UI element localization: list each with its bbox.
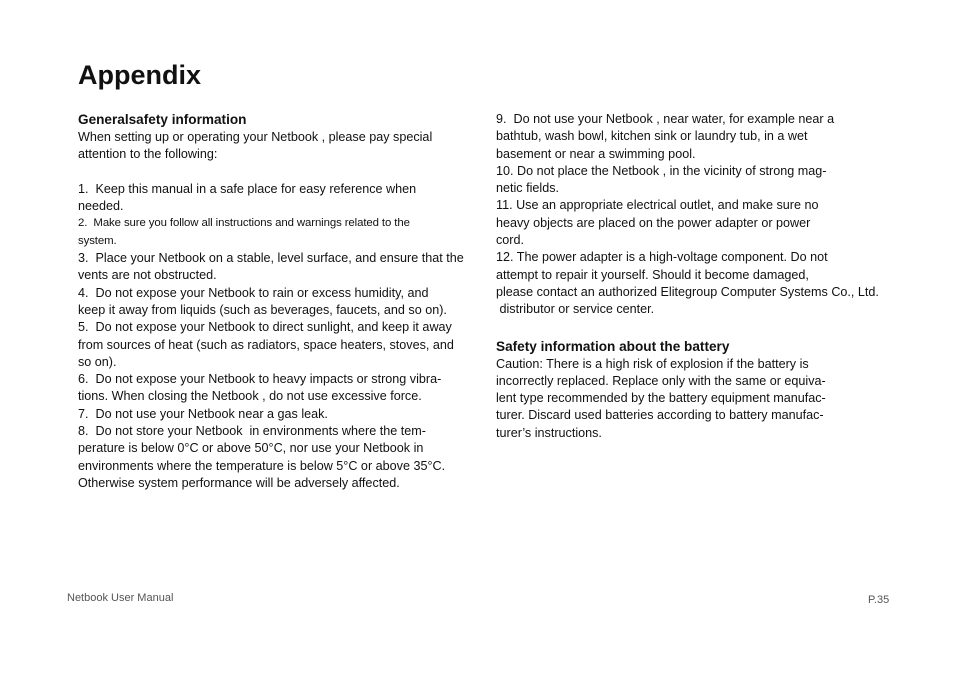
list-item-line: distributor or service center.	[496, 302, 655, 317]
list-item-line: 10. Do not place the Netbook , in the vicinity of strong mag-	[496, 163, 827, 178]
general-safety-heading: Generalsafety information	[78, 112, 247, 127]
list-item-line: vents are not obstructed.	[78, 268, 217, 283]
right-column	[496, 111, 916, 442]
list-item-line: 3. Place your Netbook on a stable, level surface, and ensure that the	[78, 251, 464, 266]
left-column	[78, 111, 493, 492]
list-item-line: basement or near a swimming pool.	[496, 146, 696, 161]
battery-text-line: incorrectly replaced. Replace only with the same or equiva-	[496, 373, 826, 388]
list-item-line: system.	[78, 234, 117, 247]
list-item-line: please contact an authorized Elitegroup Computer Systems Co., Ltd.	[496, 284, 879, 299]
footer-manual-title: Netbook User Manual	[67, 592, 174, 604]
list-item-line: environments where the temperature is below 5°C or above 35°C.	[78, 458, 446, 473]
list-item-line: 7. Do not use your Netbook near a gas leak.	[78, 406, 328, 421]
paragraph-gap	[78, 164, 493, 181]
page-title: Appendix	[78, 60, 202, 90]
battery-text-line: turer’s instructions.	[496, 425, 602, 440]
list-item-line: heavy objects are placed on the power adapter or power	[496, 215, 811, 230]
page-number: P.35	[868, 594, 890, 606]
list-item-line: from sources of heat (such as radiators, space heaters, stoves, and	[78, 337, 454, 352]
list-item-line: 12. The power adapter is a high-voltage component. Do not	[496, 250, 828, 265]
battery-text-line: Caution: There is a high risk of explosion if the battery is	[496, 356, 809, 371]
list-item-line: bathtub, wash bowl, kitchen sink or laundry tub, in a wet	[496, 129, 808, 144]
list-item-line: 2. Make sure you follow all instructions and warnings related to the	[78, 217, 410, 230]
list-item-line: 8. Do not store your Netbook in environments where the tem-	[78, 424, 426, 439]
paragraph-gap	[496, 319, 916, 338]
list-item-line: 9. Do not use your Netbook , near water, for example near a	[496, 112, 835, 126]
list-item-line: Otherwise system performance will be adversely affected.	[78, 475, 400, 490]
battery-safety-heading: Safety information about the battery	[496, 338, 730, 354]
battery-text-line: turer. Discard used batteries according to battery manufac-	[496, 408, 824, 423]
list-item-line: cord.	[496, 233, 524, 248]
list-item-line: 4. Do not expose your Netbook to rain or excess humidity, and	[78, 285, 429, 300]
list-item-line: 5. Do not expose your Netbook to direct sunlight, and keep it away	[78, 320, 452, 335]
list-item-line: tions. When closing the Netbook , do not use excessive force.	[78, 389, 422, 404]
list-item-line: netic fields.	[496, 181, 559, 196]
list-item-line: 1. Keep this manual in a safe place for easy reference when	[78, 181, 417, 196]
list-item-line: 11. Use an appropriate electrical outlet, and make sure no	[496, 198, 819, 213]
battery-text-line: lent type recommended by the battery equipment manufac-	[496, 391, 826, 406]
list-item-line: 6. Do not expose your Netbook to heavy impacts or strong vibra-	[78, 372, 442, 387]
list-item-line: keep it away from liquids (such as beverages, faucets, and so on).	[78, 302, 447, 317]
list-item-line: so on).	[78, 354, 117, 369]
intro-line: attention to the following:	[78, 147, 218, 162]
list-item-line: perature is below 0°C or above 50°C, nor use your Netbook in	[78, 441, 424, 456]
intro-line: When setting up or operating your Netbook , please pay special	[78, 130, 433, 144]
list-item-line: needed.	[78, 199, 124, 214]
list-item-line: attempt to repair it yourself. Should it become damaged,	[496, 267, 809, 282]
